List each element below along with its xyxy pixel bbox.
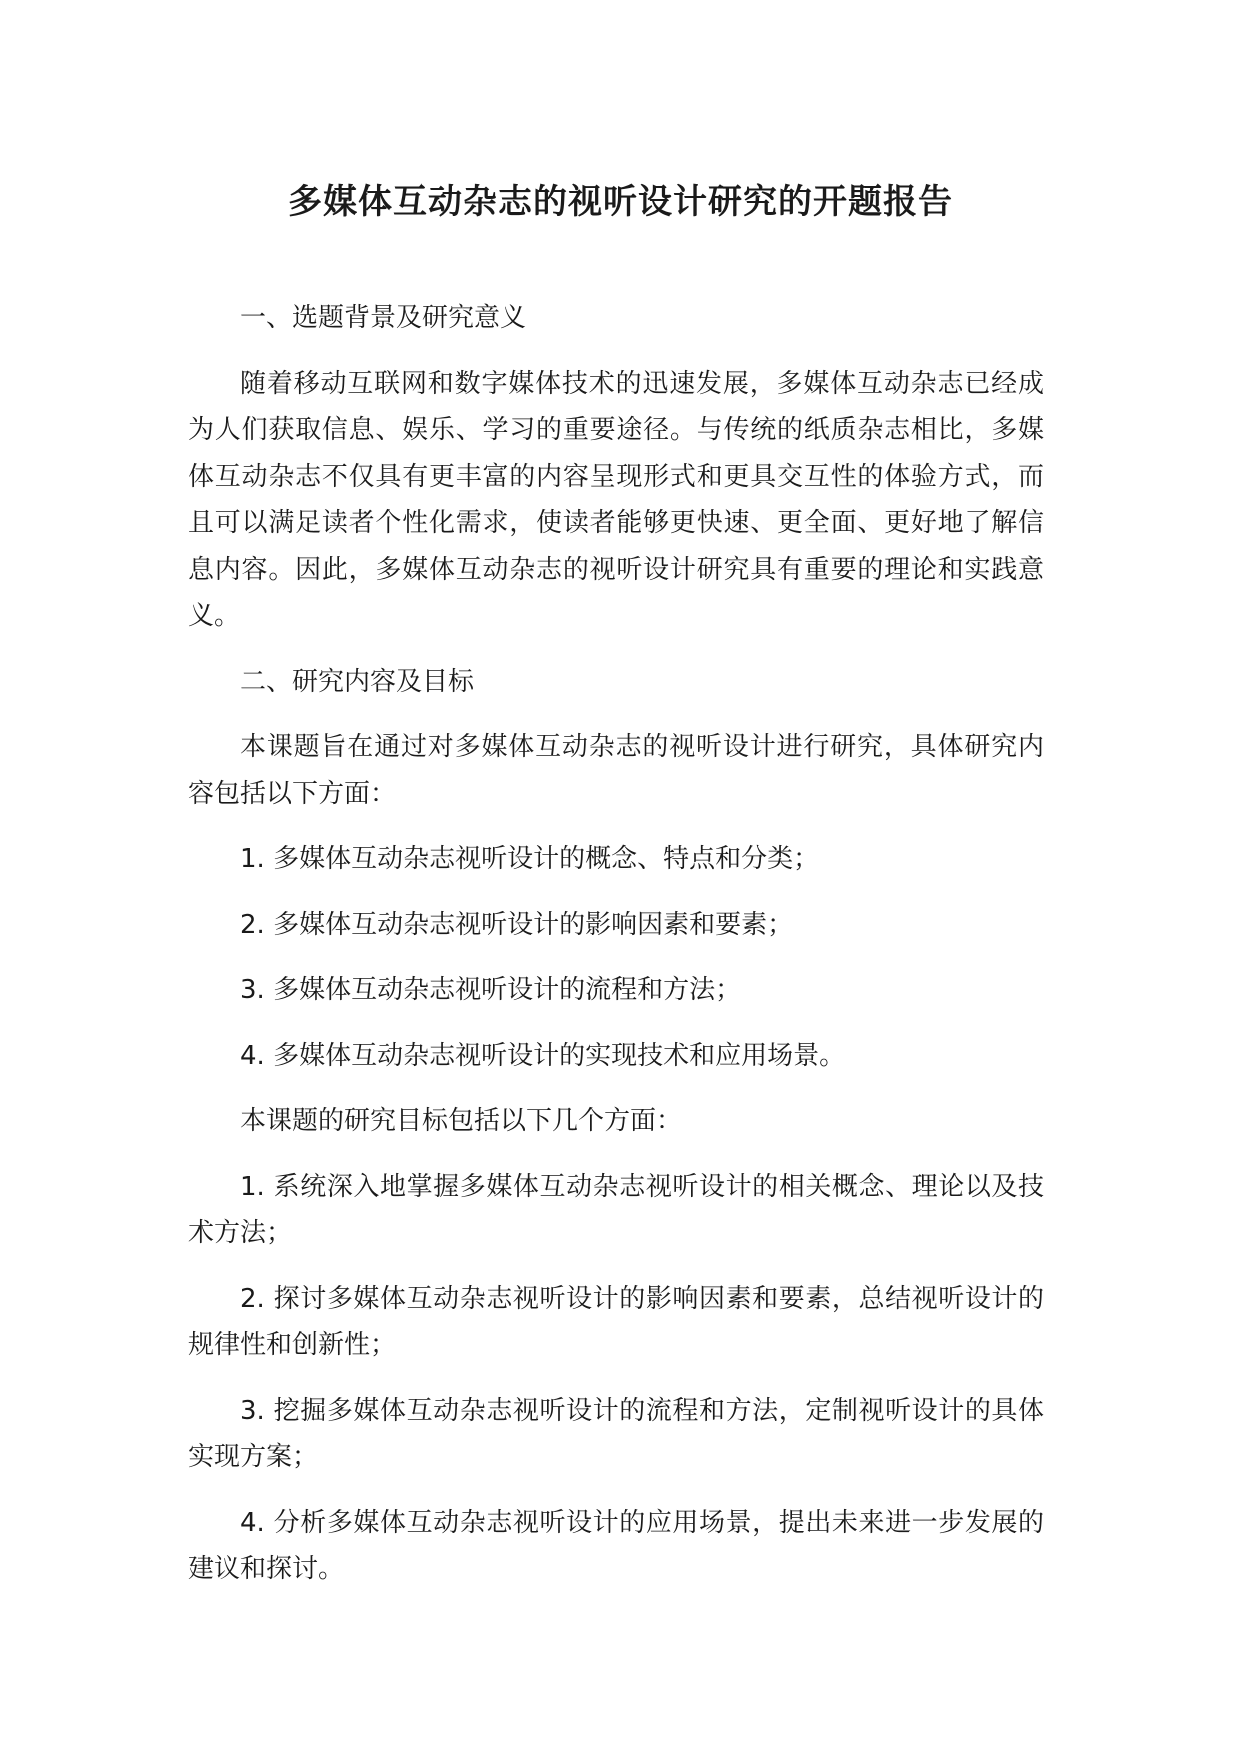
section-heading-background: 一、选题背景及研究意义 [240,303,527,333]
list-item-goal-4: 4. 分析多媒体互动杂志视听设计的应用场景，提出未来进一步发展的建议和探讨。 [188,1507,1044,1584]
list-item-content-3: 3. 多媒体互动杂志视听设计的流程和方法； [240,975,742,1005]
document-title: 多媒体互动杂志的视听设计研究的开题报告 [288,182,953,222]
list-item-content-2: 2. 多媒体互动杂志视听设计的影响因素和要素； [240,909,794,940]
paragraph-goals-intro: 本课题的研究目标包括以下几个方面： [240,1106,683,1136]
list-item-goal-1: 1. 系统深入地掌握多媒体互动杂志视听设计的相关概念、理论以及技术方法； [188,1171,1044,1248]
list-item-content-4: 4. 多媒体互动杂志视听设计的实现技术和应用场景。 [240,1040,846,1071]
list-item-goal-2: 2. 探讨多媒体互动杂志视听设计的影响因素和要素，总结视听设计的规律性和创新性； [188,1283,1044,1360]
paragraph-background: 随着移动互联网和数字媒体技术的迅速发展，多媒体互动杂志已经成为人们获取信息、娱乐、学习的重要途径。与传统的纸质杂志相比，多媒体互动杂志不仅具有更丰富的内容呈现形式和更具交互性的体验方式，而且可以满足读者个性化需求，使读者能够更快速、更全面、更好地了解信息内容。因此，多媒体互动杂志的视听设计研究具有重要的理论和实践意义。 [188,368,1044,631]
paragraph-content-intro: 本课题旨在通过对多媒体互动杂志的视听设计进行研究，具体研究内容包括以下方面： [188,732,1044,809]
document-body [188,295,1044,1612]
list-item-goal-3: 3. 挖掘多媒体互动杂志视听设计的流程和方法，定制视听设计的具体实现方案； [188,1395,1044,1472]
section-heading-content-goals: 二、研究内容及目标 [240,666,475,697]
list-item-content-1: 1. 多媒体互动杂志视听设计的概念、特点和分类； [240,844,820,874]
